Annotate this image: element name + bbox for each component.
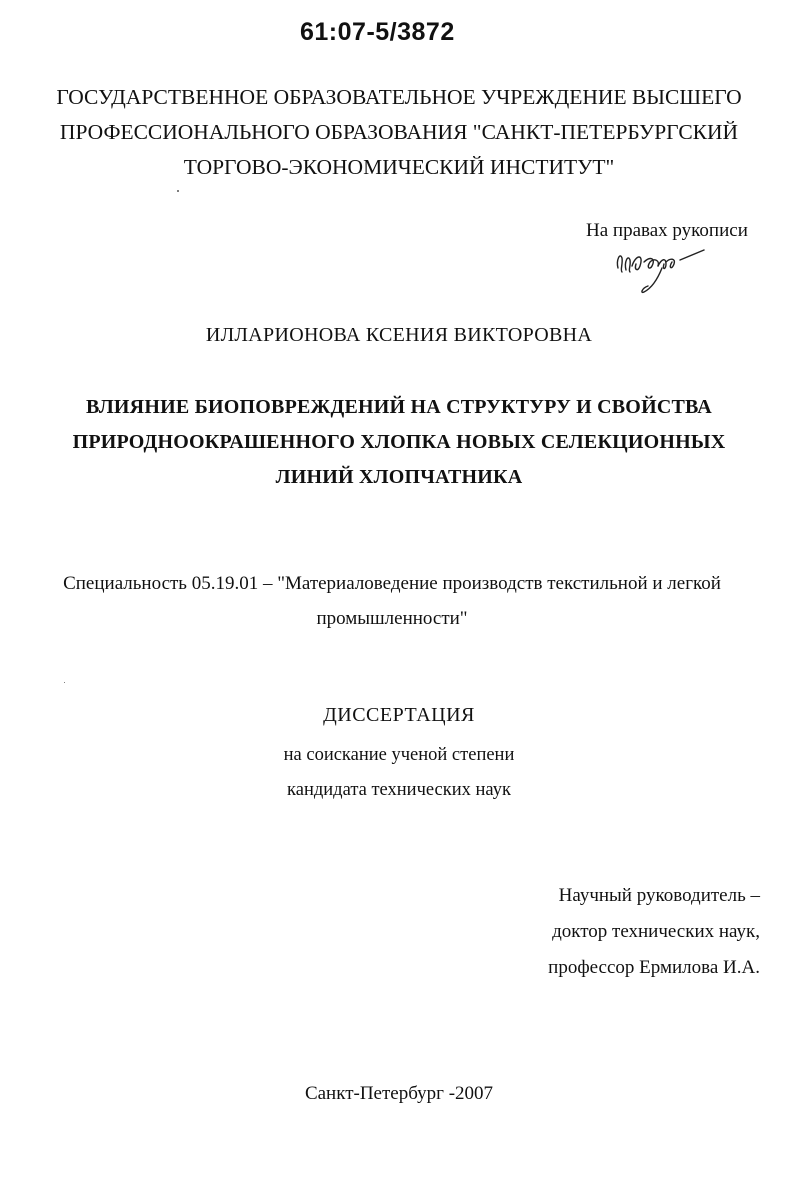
institution-header: [0, 80, 798, 185]
degree-block: [0, 738, 798, 808]
supervisor-line-3: профессор Ермилова И.А.: [548, 957, 760, 978]
specialty-line-2: промышленности": [316, 608, 468, 629]
city-year: Санкт-Петербург -2007: [304, 1083, 494, 1104]
specialty-line-1: Специальность 05.19.01 – "Материаловедение производств текстильной и легкой: [63, 573, 721, 594]
title-line-3: ЛИНИЙ ХЛОПЧАТНИКА: [275, 466, 523, 488]
specialty-block: [0, 566, 798, 636]
degree-line-1: на соискание ученой степени: [283, 745, 515, 765]
handwritten-signature: [600, 236, 720, 298]
institution-line-3: ТОРГОВО-ЭКОНОМИЧЕСКИЙ ИНСТИТУТ": [183, 155, 615, 179]
title-line-2: ПРИРОДНООКРАШЕННОГО ХЛОПКА НОВЫХ СЕЛЕКЦИОННЫХ: [72, 431, 726, 453]
archive-code: 61:07-5/3872: [300, 18, 455, 46]
degree-line-2: кандидата технических наук: [287, 780, 511, 800]
supervisor-block: [530, 878, 760, 986]
scan-speck: [177, 190, 179, 192]
institution-line-1: ГОСУДАРСТВЕННОЕ ОБРАЗОВАТЕЛЬНОЕ УЧРЕЖДЕНИЕ ВЫСШЕГО: [56, 85, 742, 109]
institution-line-2: ПРОФЕССИОНАЛЬНОГО ОБРАЗОВАНИЯ "САНКТ-ПЕТЕРБУРГСКИЙ: [59, 120, 739, 144]
document-type: ДИССЕРТАЦИЯ: [323, 704, 475, 726]
dissertation-title: [0, 390, 798, 495]
scan-speck: [64, 682, 65, 683]
title-line-1: ВЛИЯНИЕ БИОПОВРЕЖДЕНИЙ НА СТРУКТУРУ И СВОЙСТВА: [86, 396, 712, 418]
supervisor-line-1: Научный руководитель –: [558, 885, 760, 906]
author-name: ИЛЛАРИОНОВА КСЕНИЯ ВИКТОРОВНА: [205, 324, 593, 346]
supervisor-line-2: доктор технических наук,: [552, 921, 760, 942]
manuscript-rights-note: На правах рукописи: [586, 220, 748, 241]
